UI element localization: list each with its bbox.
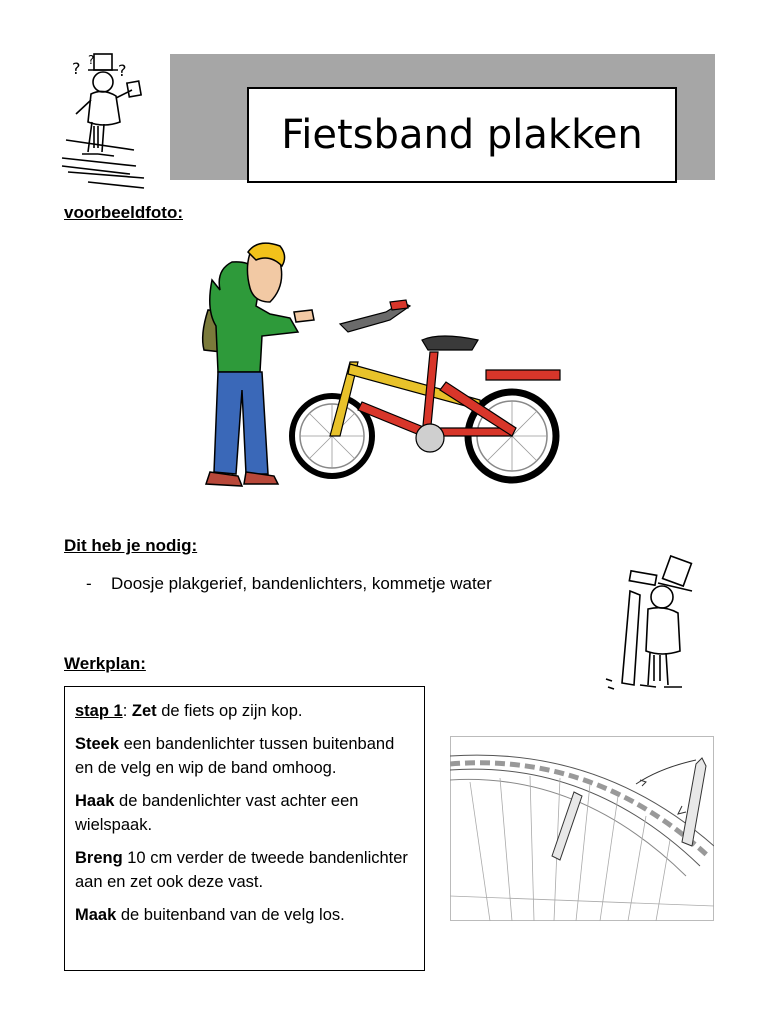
step-text: de fiets op zijn kop. <box>156 702 303 720</box>
needs-items-text: Doosje plakgerief, bandenlichters, kommetje water <box>111 574 492 593</box>
step-label: stap 1 <box>75 702 123 720</box>
step-verb: Zet <box>131 702 157 720</box>
step-1-line <box>75 699 414 723</box>
step-text: de bandenlichter vast achter een wielspaak. <box>75 792 359 834</box>
title-box <box>247 87 677 183</box>
svg-text:?: ? <box>72 59 81 78</box>
step-line-steek <box>75 732 414 780</box>
workplan-steps-box <box>64 686 425 971</box>
example-photo-heading: voorbeeldfoto: <box>64 203 183 222</box>
page-title: Fietsband plakken <box>281 112 643 158</box>
bullet-dash: - <box>86 574 92 593</box>
step-text: een bandenlichter tussen buitenband en de velg en wip de band omhoog. <box>75 735 395 777</box>
step-verb: Maak <box>75 906 117 924</box>
step-line-breng <box>75 846 414 894</box>
step-verb: Steek <box>75 735 120 753</box>
svg-text:?: ? <box>118 61 127 80</box>
workplan-heading: Werkplan: <box>64 654 146 673</box>
svg-text:?: ? <box>88 53 95 67</box>
step-verb: Haak <box>75 792 115 810</box>
step-verb: Breng <box>75 849 123 867</box>
tire-lever-diagram <box>450 736 714 921</box>
needs-heading: Dit heb je nodig: <box>64 536 198 555</box>
needs-list-item <box>86 574 492 594</box>
step-colon: : <box>122 702 128 720</box>
step-text: de buitenband van de velg los. <box>116 906 345 924</box>
step-line-maak <box>75 903 414 927</box>
step-line-haak <box>75 789 414 837</box>
step-text: 10 cm verder de tweede bandenlichter aan en zet ook deze vast. <box>75 849 408 891</box>
telescope-man-illustration <box>600 555 700 700</box>
thinking-man-illustration <box>58 48 150 190</box>
bicycle-illustration <box>190 240 585 495</box>
